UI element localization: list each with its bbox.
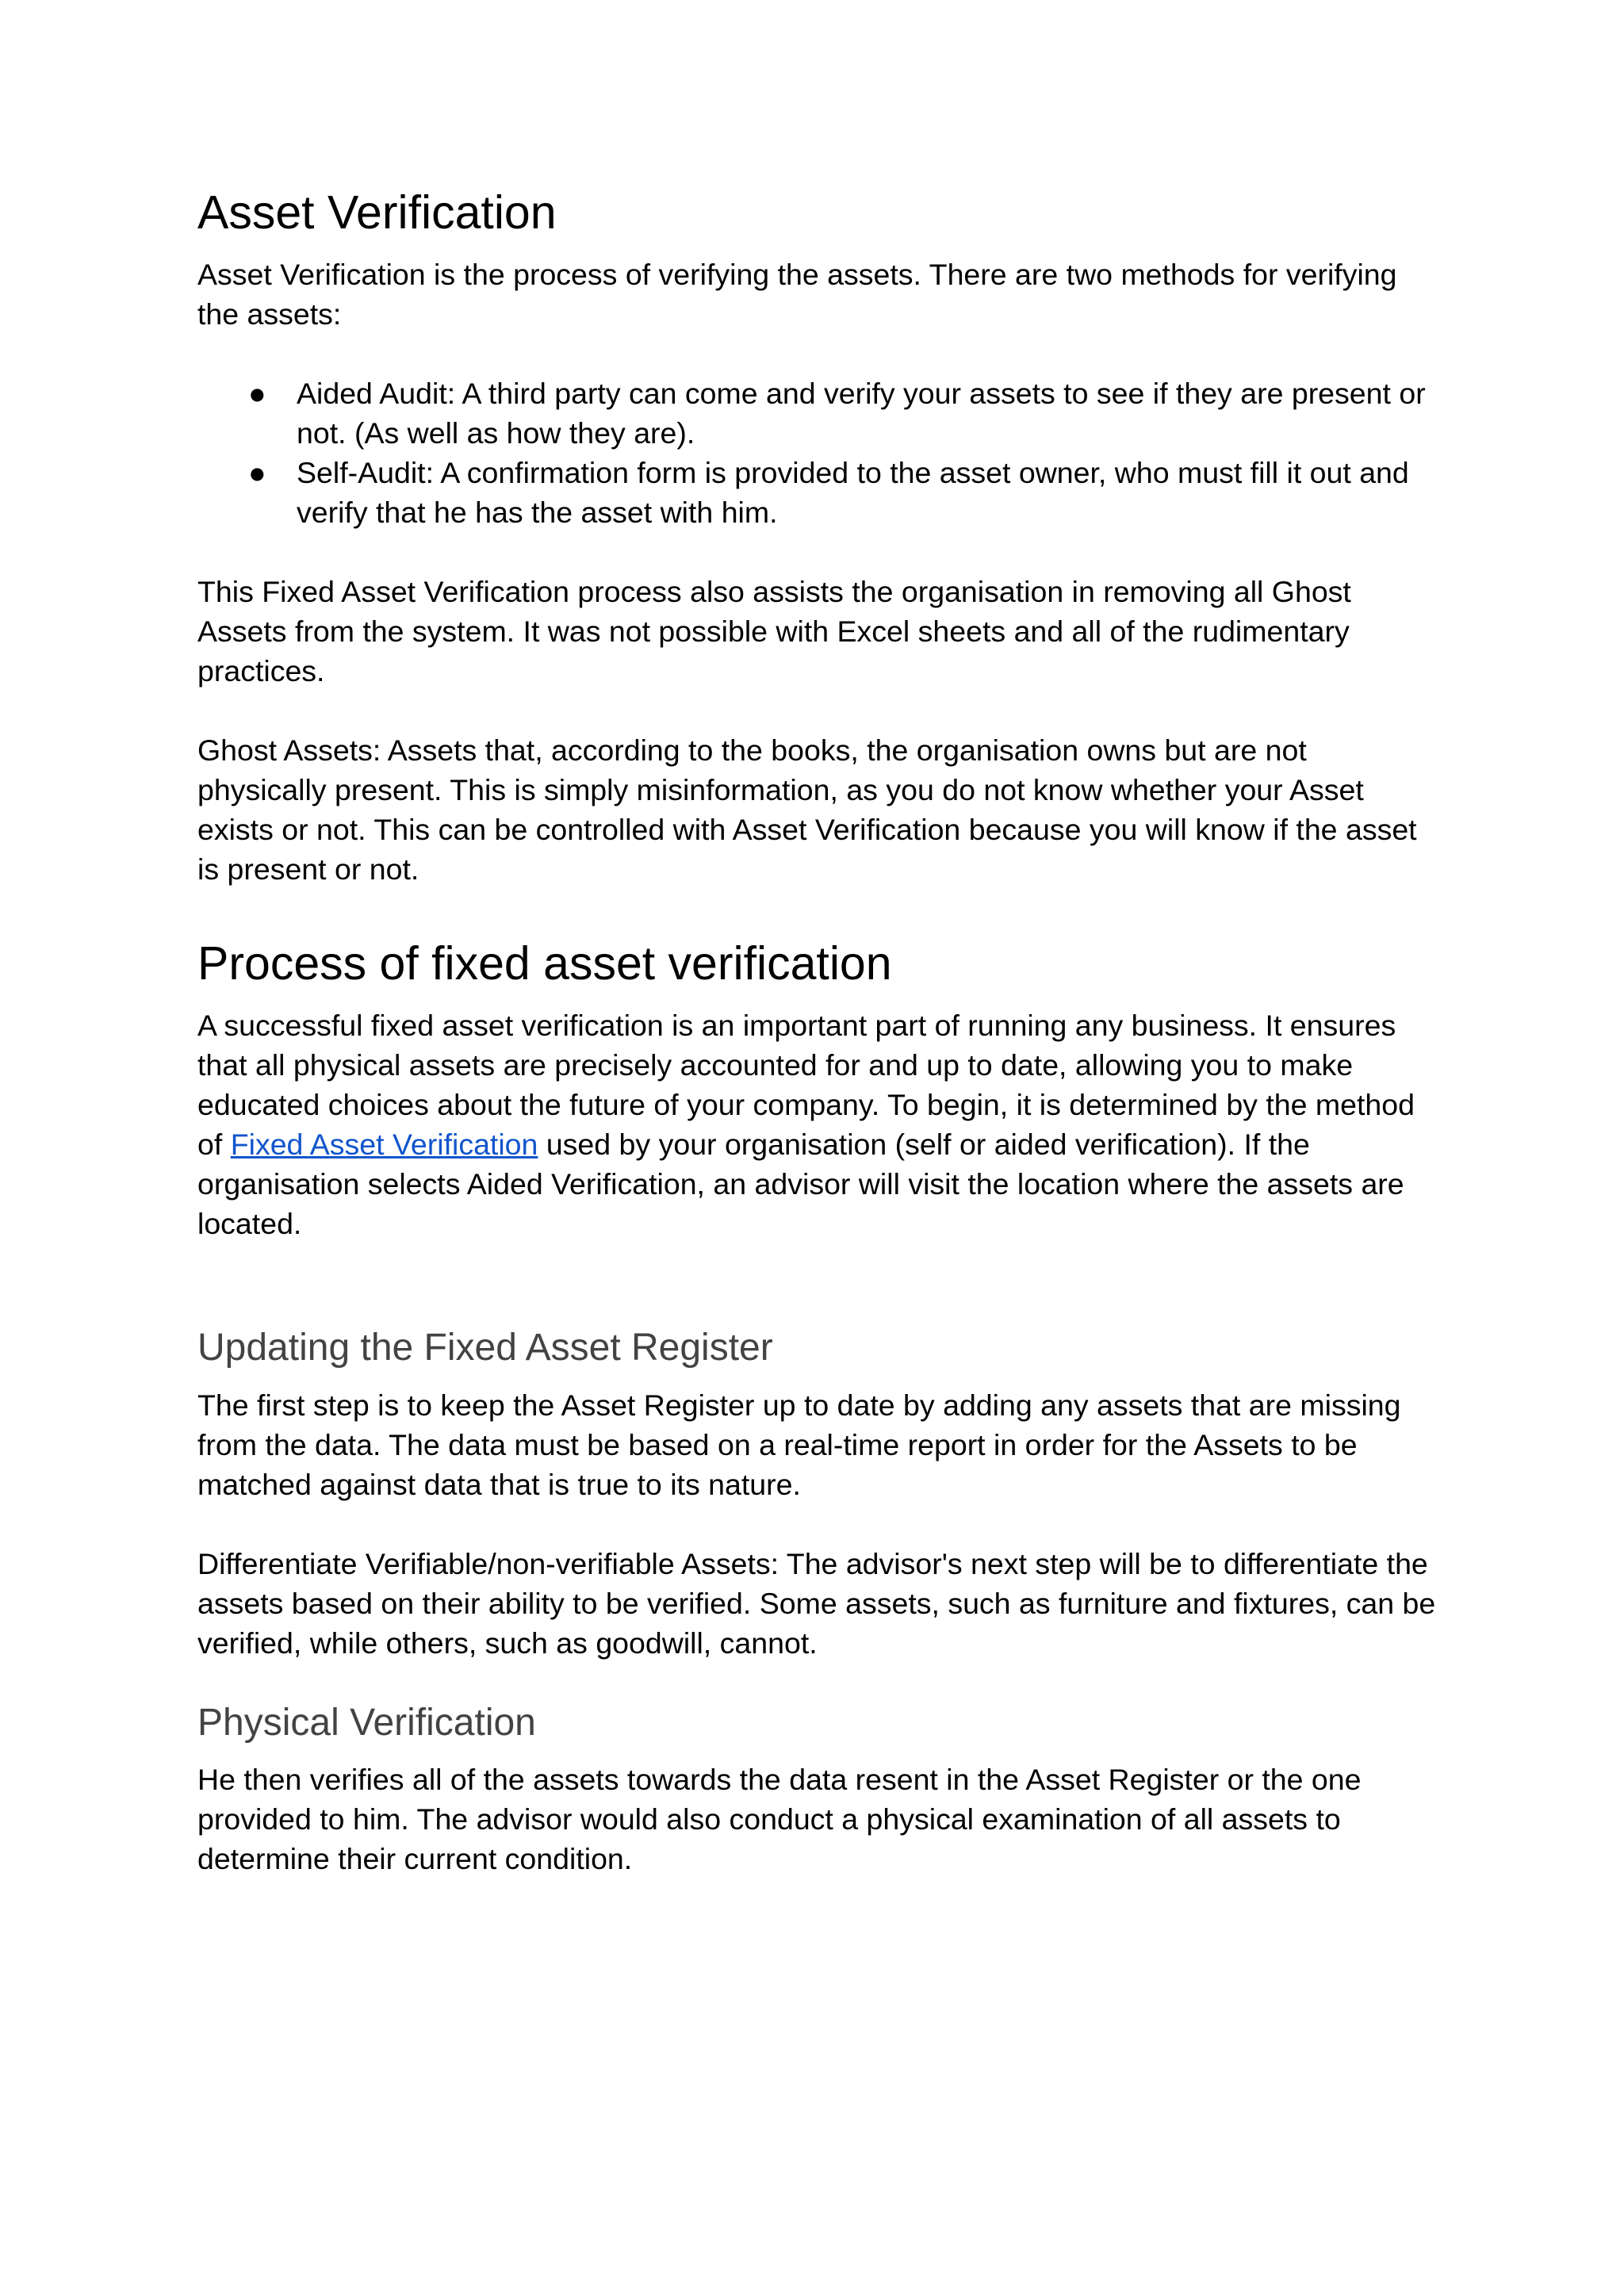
heading-physical-verification: Physical Verification: [197, 1701, 536, 1744]
list-item-text: Self-Audit: A confirmation form is provided to the asset owner, who must fill it out and verify that he has the asset with him.: [297, 455, 1409, 529]
audit-methods-list: [197, 373, 1442, 532]
process-text-start: A successful fixed asset verification is an important part of running any business. It ensures that all physical assets are precisely accounted for and up to date, allowing you to make educated choices about the future of your company. To begin, it is determined by the method of: [197, 1008, 1415, 1161]
updating-register-paragraph: The first step is to keep the Asset Register up to date by adding any assets that are missing from the data. The data must be based on a real-time report in order for the Assets to be matched against data that is true to its nature.: [197, 1388, 1401, 1501]
bullet-icon: ●: [248, 376, 266, 410]
list-item-text: Aided Audit: A third party can come and verify your assets to see if they are present or not. (As well as how they are).: [297, 376, 1426, 450]
bullet-icon: ●: [248, 455, 266, 489]
spacer: [197, 691, 1442, 730]
process-text-end: used by your organisation (self or aided verification). If the organisation selects Aided Verification, an advisor will visit the location where the assets are located.: [197, 1127, 1404, 1240]
list-item: [197, 453, 1442, 532]
spacer: [197, 532, 1442, 572]
intro-paragraph: Asset Verification is the process of verifying the assets. There are two methods for verifying the assets:: [197, 257, 1397, 331]
document-page: [197, 187, 1442, 1878]
spacer: [197, 334, 1442, 373]
spacer: [197, 1504, 1442, 1544]
physical-verification-paragraph: He then verifies all of the assets towards the data resent in the Asset Register or the one provided to him. The advisor would also conduct a physical examination of all assets to determine their current condition.: [197, 1763, 1362, 1876]
ghost-assets-intro-paragraph: This Fixed Asset Verification process also assists the organisation in removing all Ghost Assets from the system. It was not possible with Excel sheets and all of the rudimentary practices.: [197, 574, 1351, 687]
heading-asset-verification: Asset Verification: [197, 186, 557, 239]
list-item: [197, 373, 1442, 453]
ghost-assets-definition-paragraph: Ghost Assets: Assets that, according to the books, the organisation owns but are not physically present. This is simply misinformation, as you do not know whether your Asset exists or not. This can be controlled with Asset Verification because you will know if the asset is present or not.: [197, 733, 1417, 886]
heading-process: Process of fixed asset verification: [197, 936, 892, 990]
heading-updating-register: Updating the Fixed Asset Register: [197, 1326, 773, 1369]
differentiate-assets-paragraph: Differentiate Verifiable/non-verifiable Assets: The advisor's next step will be to differentiate the assets based on their ability to be verified. Some assets, such as furniture and fixtures, can be verified, while others, such as goodwill, cannot.: [197, 1546, 1436, 1660]
fixed-asset-verification-link[interactable]: Fixed Asset Verification: [230, 1127, 538, 1161]
process-paragraph: [197, 1005, 1442, 1243]
